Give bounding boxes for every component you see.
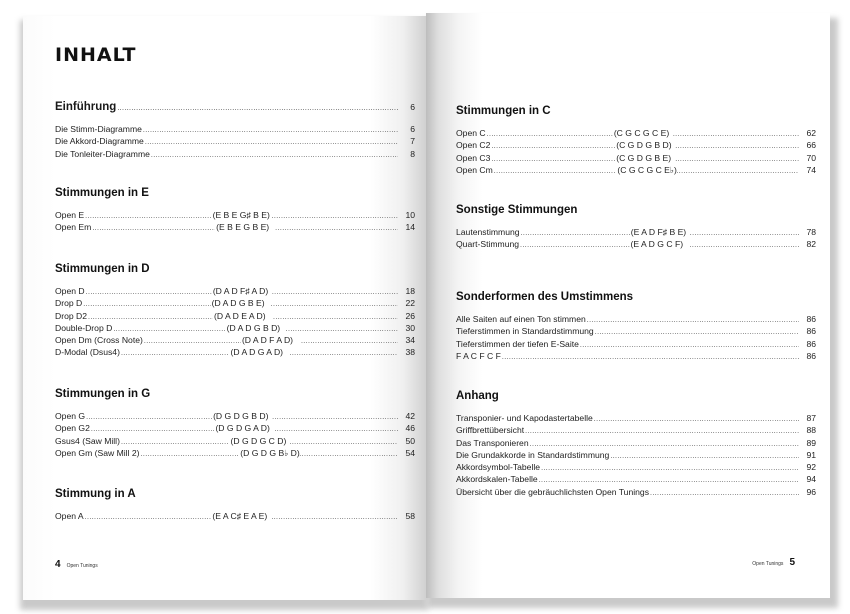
toc-entry-label: Transponier- und Kapodastertabelle <box>456 413 593 423</box>
toc-entry[interactable] <box>456 437 816 449</box>
running-title: Open Tunings <box>752 561 784 567</box>
toc-section-anhang <box>456 389 816 498</box>
dot-leader <box>502 350 799 364</box>
toc-entry-label: Alle Saiten auf einen Ton stimmen <box>456 314 586 324</box>
toc-page-number: 74 <box>806 164 816 175</box>
toc-section-e <box>55 186 415 234</box>
toc-page-number: 8 <box>410 148 415 159</box>
page-number: 4 <box>55 559 61 570</box>
toc-page-number: 62 <box>806 128 816 138</box>
dot-leader <box>117 100 398 116</box>
tuning-notes: (D G D G B D) <box>213 411 269 421</box>
toc-page-number: 94 <box>806 474 816 485</box>
toc-page-number: 54 <box>405 447 415 458</box>
toc-entry-label: Lautenstimmung <box>456 227 520 237</box>
tuning-notes: (E A C♯ E A E) <box>212 511 268 521</box>
toc-entry-label: Drop D2 <box>55 310 87 321</box>
tuning-notes: (D A D F♯ A D) <box>212 286 269 296</box>
toc-section-a <box>55 487 415 522</box>
toc-page-number: 86 <box>806 338 816 349</box>
dot-leader <box>494 164 617 178</box>
page-footer <box>752 557 795 568</box>
toc-entry[interactable] <box>456 350 816 362</box>
dot-leader <box>650 486 799 500</box>
toc-page-number: 96 <box>806 486 816 497</box>
toc-entry[interactable] <box>55 135 415 147</box>
toc-entry-label: Open C <box>456 128 486 138</box>
toc-entry[interactable] <box>55 322 415 334</box>
dot-leader <box>289 346 398 360</box>
toc-entry-label: Griffbrettübersicht <box>456 425 525 436</box>
toc-section-heading: Sonderformen des Umstimmens <box>456 291 634 303</box>
toc-entry[interactable] <box>55 334 415 346</box>
toc-page-number: 6 <box>410 124 415 134</box>
toc-page-number: 50 <box>405 435 416 446</box>
toc-entry[interactable] <box>55 297 415 309</box>
toc-entry-label: Open Cm <box>456 164 493 175</box>
toc-entry-label: Übersicht über die gebräuchlichsten Open Tunings <box>456 486 649 497</box>
toc-entry[interactable] <box>456 473 816 485</box>
toc-entry[interactable] <box>456 164 816 176</box>
toc-entry-label: Akkordsymbol-Tabelle <box>456 462 541 473</box>
dot-leader <box>121 346 230 360</box>
toc-page-number: 66 <box>806 140 816 151</box>
toc-entry-label: Double-Drop D <box>55 322 113 333</box>
toc-entry-label: Quart-Stimmung <box>456 239 520 250</box>
toc-entry-label: Open Dm (Cross Note) <box>55 335 143 346</box>
toc-section-sonstige <box>456 203 816 251</box>
toc-page-number: 58 <box>405 511 416 521</box>
toc-entry-label: Tieferstimmen in Standardstimmung <box>456 326 594 337</box>
toc-entry[interactable] <box>456 338 816 350</box>
toc-page-number: 86 <box>806 326 816 337</box>
toc-entry-label: Akkordskalen-Tabelle <box>456 474 538 485</box>
toc-entry[interactable] <box>456 127 816 139</box>
tuning-notes: (D A D G B D) <box>226 322 281 333</box>
toc-section-heading: Sonstige Stimmungen <box>456 204 578 216</box>
dot-leader <box>85 510 212 524</box>
left-page <box>23 16 427 600</box>
toc-page-number: 78 <box>806 227 817 237</box>
toc-entry[interactable] <box>55 447 415 459</box>
toc-entry[interactable] <box>55 435 415 447</box>
toc-page-number: 38 <box>405 347 416 358</box>
toc-page-number: 92 <box>806 462 816 473</box>
toc-entry[interactable] <box>456 412 816 424</box>
toc-section-d <box>55 262 415 359</box>
toc-entry-label: Open C2 <box>456 140 491 151</box>
dot-leader <box>141 447 240 461</box>
tuning-notes: (D G D G B♭ D) <box>240 447 300 458</box>
toc-section-heading: Stimmungen in G <box>55 388 151 400</box>
toc-entry[interactable] <box>55 310 415 322</box>
tuning-notes: (C G D G B D) <box>616 140 672 151</box>
toc-page-number: 91 <box>806 449 816 460</box>
toc-section-heading: Stimmungen in E <box>55 187 149 199</box>
toc-section-heading: Einführung <box>55 101 117 113</box>
toc-page-number: 86 <box>806 350 816 361</box>
toc-entry-label: Die Stimm-Diagramme <box>55 124 142 134</box>
toc-entry-label: Open Em <box>55 222 92 233</box>
dot-leader <box>299 447 398 461</box>
toc-entry[interactable] <box>456 461 816 473</box>
toc-section-sonderformen <box>456 290 816 362</box>
toc-page-number: 89 <box>806 437 816 448</box>
tuning-notes: (E B E G♯ B E) <box>212 210 270 220</box>
toc-page-number: 18 <box>405 286 415 296</box>
toc-page-number: 6 <box>410 102 415 112</box>
toc-entry-label: Tieferstimmen der tiefen E-Saite <box>456 338 579 349</box>
toc-entry-label: Open E <box>55 210 85 220</box>
toc-section-heading: Stimmungen in C <box>456 105 551 117</box>
toc-entry[interactable] <box>55 422 415 434</box>
toc-entry-label: Open Gm (Saw Mill 2) <box>55 447 140 458</box>
dot-leader <box>271 510 398 524</box>
toc-entry-label: Open G <box>55 411 86 421</box>
toc-section-g <box>55 387 415 459</box>
toc-entry[interactable] <box>55 510 415 522</box>
toc-section-heading: Stimmungen in D <box>55 263 150 275</box>
toc-section-c <box>456 104 816 176</box>
tuning-notes: (C G C G C E♭) <box>617 164 677 175</box>
toc-entry[interactable] <box>456 313 816 325</box>
toc-page-number: 88 <box>806 425 816 436</box>
tuning-notes: (D A D G A D) <box>230 347 284 358</box>
dot-leader <box>690 238 799 252</box>
right-page <box>426 13 830 598</box>
toc-page-number: 30 <box>405 322 416 333</box>
tuning-notes: (D A D E A D) <box>214 310 266 321</box>
toc-entry-label: Open G2 <box>55 423 90 434</box>
dot-leader <box>92 221 215 235</box>
toc-entry-label: Das Transponieren <box>456 437 529 448</box>
dot-leader <box>275 221 398 235</box>
tuning-notes: (E A D F♯ B E) <box>630 227 687 237</box>
dot-leader <box>151 148 398 162</box>
dot-leader <box>520 238 629 252</box>
toc-page-number: 7 <box>410 136 415 147</box>
toc-page-number: 86 <box>806 314 816 324</box>
toc-entry-label: D-Modal (Dsus4) <box>55 347 120 358</box>
toc-page-number: 22 <box>405 298 416 309</box>
toc-entry[interactable] <box>55 148 415 160</box>
toc-entry-label: F A C F C F <box>456 350 501 361</box>
tuning-notes: (E B E G B E) <box>216 222 270 233</box>
toc-section-heading-row[interactable] <box>55 100 415 114</box>
toc-entry[interactable] <box>456 152 816 164</box>
toc-section-heading: Anhang <box>456 390 499 402</box>
toc-entry[interactable] <box>55 209 415 221</box>
toc-page-number: 42 <box>405 411 416 421</box>
tuning-notes: (D G D G A D) <box>215 423 270 434</box>
dot-leader <box>676 164 799 178</box>
toc-entry-label: Open D <box>55 286 85 296</box>
toc-entry[interactable] <box>456 325 816 337</box>
toc-entry-label: Drop D <box>55 298 83 309</box>
toc-entry-label: Open C3 <box>456 152 491 163</box>
page-footer <box>55 559 98 570</box>
toc-entry[interactable] <box>55 346 415 358</box>
toc-entry[interactable] <box>55 285 415 297</box>
tuning-notes: (D A D G B E) <box>211 298 265 309</box>
toc-section-heading: Stimmung in A <box>55 488 136 500</box>
toc-entry[interactable] <box>55 410 415 422</box>
tuning-notes: (C G C G C E) <box>613 128 670 138</box>
toc-entry[interactable] <box>456 238 816 250</box>
tuning-notes: (C G D G B E) <box>616 152 672 163</box>
toc-entry-label: Die Tonleiter-Diagramme <box>55 148 150 159</box>
toc-entry-label: Die Grundakkorde in Standardstimmung <box>456 449 610 460</box>
toc-entry[interactable] <box>456 449 816 461</box>
toc-page-number: 14 <box>405 222 415 233</box>
toc-page-number: 10 <box>405 210 415 220</box>
toc-entry[interactable] <box>456 486 816 498</box>
toc-page-number: 46 <box>405 423 415 434</box>
toc-entry-label: Gsus4 (Saw Mill) <box>55 435 120 446</box>
toc-page-number: 70 <box>806 152 816 163</box>
tuning-notes: (D A D F A D) <box>241 335 294 346</box>
page-number: 5 <box>789 557 795 568</box>
running-title: Open Tunings <box>66 563 98 569</box>
toc-entry-label: Open A <box>55 511 84 521</box>
tuning-notes: (E A D G C F) <box>630 239 684 250</box>
toc-entry[interactable] <box>55 221 415 233</box>
toc-page-number: 87 <box>806 413 816 423</box>
toc-section-einfuehrung <box>55 100 415 160</box>
page-title: INHALT <box>55 44 137 66</box>
toc-page-number: 26 <box>405 310 415 321</box>
toc-page-number: 34 <box>405 335 415 346</box>
toc-entry[interactable] <box>456 226 816 238</box>
tuning-notes: (D G D G C D) <box>230 435 287 446</box>
toc-entry-label: Die Akkord-Diagramme <box>55 136 144 147</box>
toc-entry[interactable] <box>456 139 816 151</box>
toc-entry[interactable] <box>55 123 415 135</box>
toc-entry[interactable] <box>456 424 816 436</box>
toc-page-number: 82 <box>806 239 817 250</box>
